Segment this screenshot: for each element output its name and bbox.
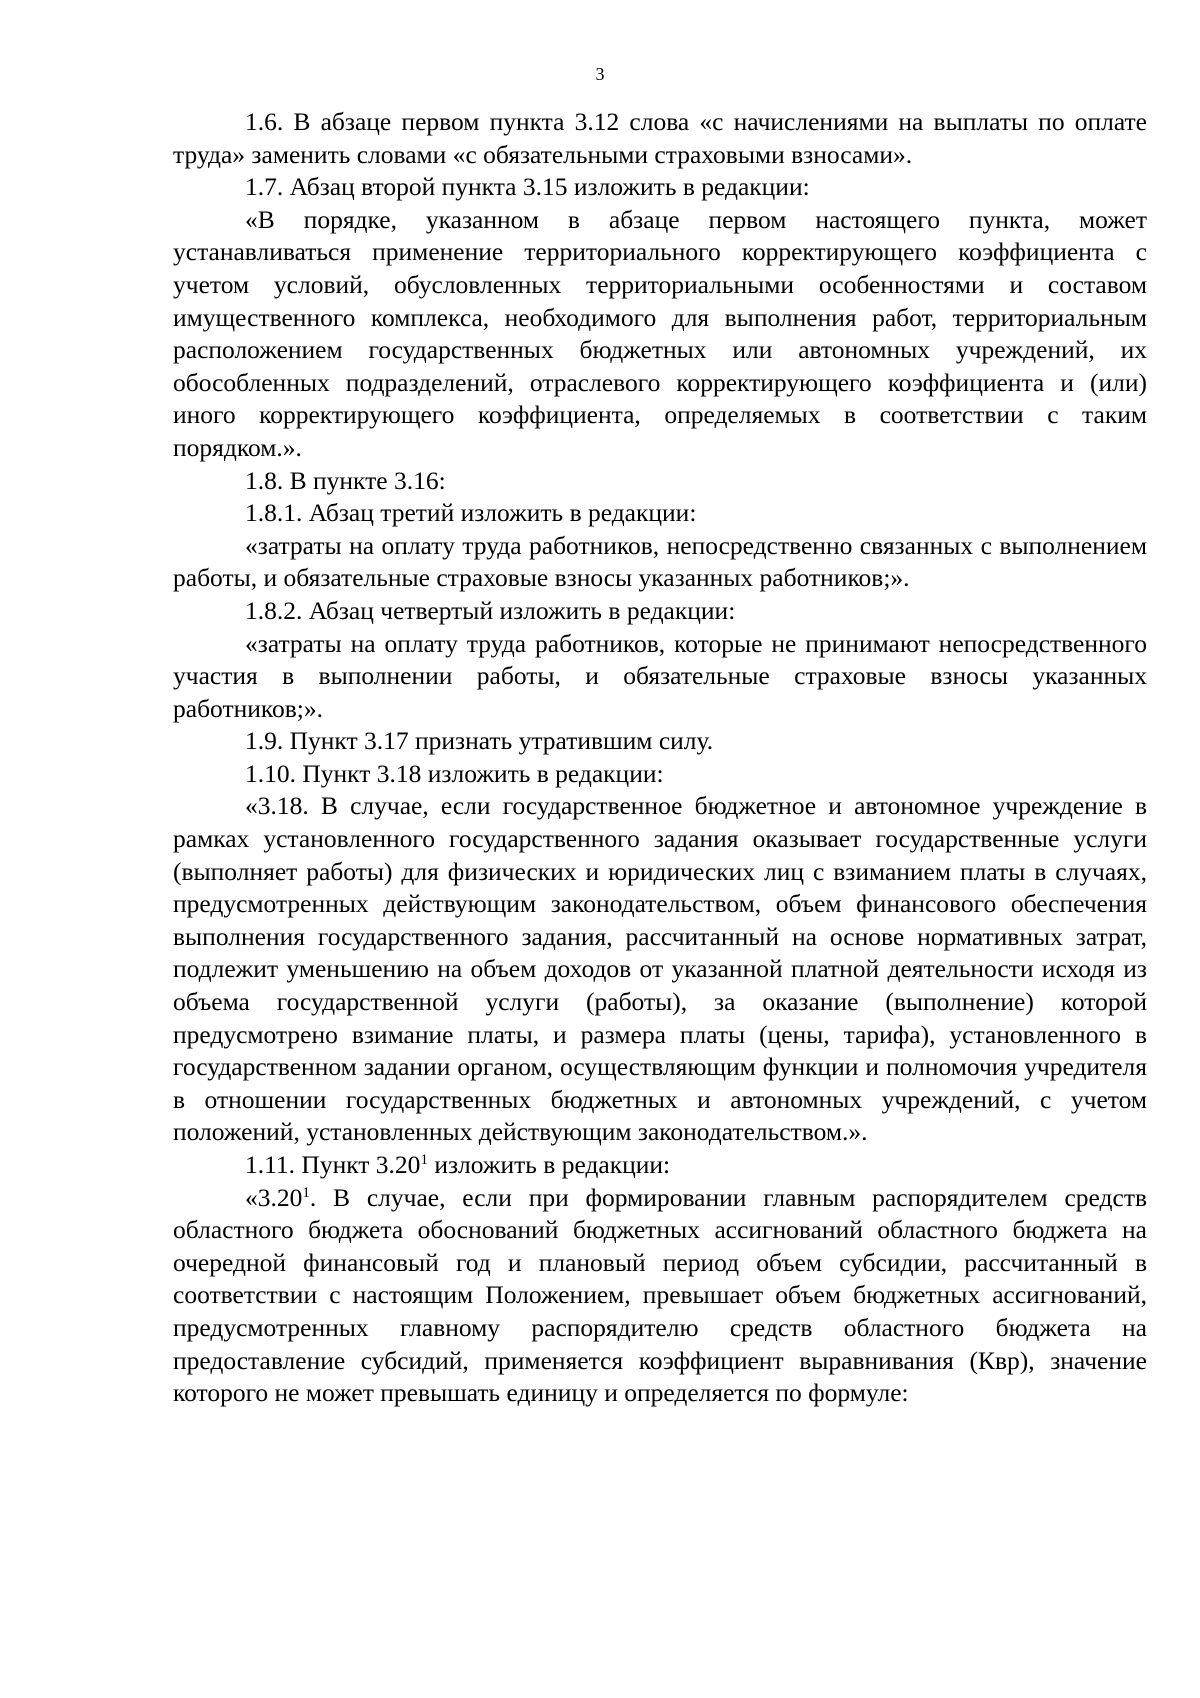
paragraph-1-6: 1.6. В абзаце первом пункта 3.12 слова «с начислениями на выплаты по оплате труда» заменить словами «с обязательными страховыми взносами». [173, 107, 1147, 169]
document-body [173, 106, 1147, 1410]
quote-3-20-1-text-end: . В случае, если при формировании главным распорядителем средств областного бюджета обоснований бюджетных ассигнований областного бюджета на очередной финансовый год и плановый период объем субсидии, рассчитанный в соответствии с настоящим Положением, превышает объем бюджетных ассигнований, предусмотренных главному распорядителю средств областного бюджета на предоставление субсидий, применяется коэффициент выравнивания (Квр), значение которого не может превышать единицу и определяется по формуле: [173, 1182, 1147, 1408]
quote-paragraph-fourth: «затраты на оплату труда работников, которые не принимают непосредственного участия в выполнении работы, и обязательные страховые взносы указанных работников;». [173, 628, 1147, 723]
paragraph-1-10: 1.10. Пункт 3.18 изложить в редакции: [245, 758, 664, 788]
quote-paragraph-3-20-1 [173, 1182, 1147, 1410]
superscript-1: 1 [302, 1184, 310, 1201]
paragraph-1-8-1: 1.8.1. Абзац третий изложить в редакции: [245, 498, 697, 528]
paragraph-1-9: 1.9. Пункт 3.17 признать утратившим силу. [245, 726, 714, 756]
quote-paragraph-3-18: «3.18. В случае, если государственное бюджетное и автономное учреждение в рамках установленного государственного задания оказывает государственные услуги (выполняет работы) для физических и юридических лиц с взиманием платы в случаях, предусмотренных действующим законодательством, объем финансового обеспечения выполнения государственного задания, рассчитанный на основе нормативных затрат, подлежит уменьшению на объем доходов от указанной платной деятельности исходя из объема государственной услуги (работы), за оказание (выполнение) которой предусмотрено взимание платы, и размера платы (цены, тарифа), установленного в государственном задании органом, осуществляющим функции и полномочия учредителя в отношении государственных бюджетных и автономных учреждений, с учетом положений, установленных действующим законодательством.». [173, 791, 1147, 1147]
quote-paragraph-third: «затраты на оплату труда работников, непосредственно связанных с выполнением работы, и обязательные страховые взносы указанных работников;». [173, 530, 1147, 593]
paragraph-1-7: 1.7. Абзац второй пункта 3.15 изложить в редакции: [245, 172, 810, 202]
paragraph-1-8-2: 1.8.2. Абзац четвертый изложить в редакции: [245, 595, 736, 625]
paragraph-1-11 [173, 1149, 1147, 1182]
page-number: 3 [595, 64, 605, 84]
quote-3-20-1-text-start: «3.20 [245, 1182, 303, 1212]
paragraph-1-11-text-start: 1.11. Пункт 3.20 [245, 1150, 421, 1179]
superscript-1: 1 [420, 1152, 428, 1168]
paragraph-1-8: 1.8. В пункте 3.16: [245, 465, 446, 495]
paragraph-1-11-text-end: изложить в редакции: [427, 1150, 671, 1179]
quote-paragraph-3-15: «В порядке, указанном в абзаце первом настоящего пункта, может устанавливаться применение территориального корректирующего коэффициента с учетом условий, обусловленных территориальными особенностями и составом имущественного комплекса, необходимого для выполнения работ, территориальным расположением государственных бюджетных или автономных учреждений, их обособленных подразделений, отраслевого корректирующего коэффициента и (или) иного корректирующего коэффициента, определяемых в соответствии с таким порядком.». [173, 204, 1147, 462]
